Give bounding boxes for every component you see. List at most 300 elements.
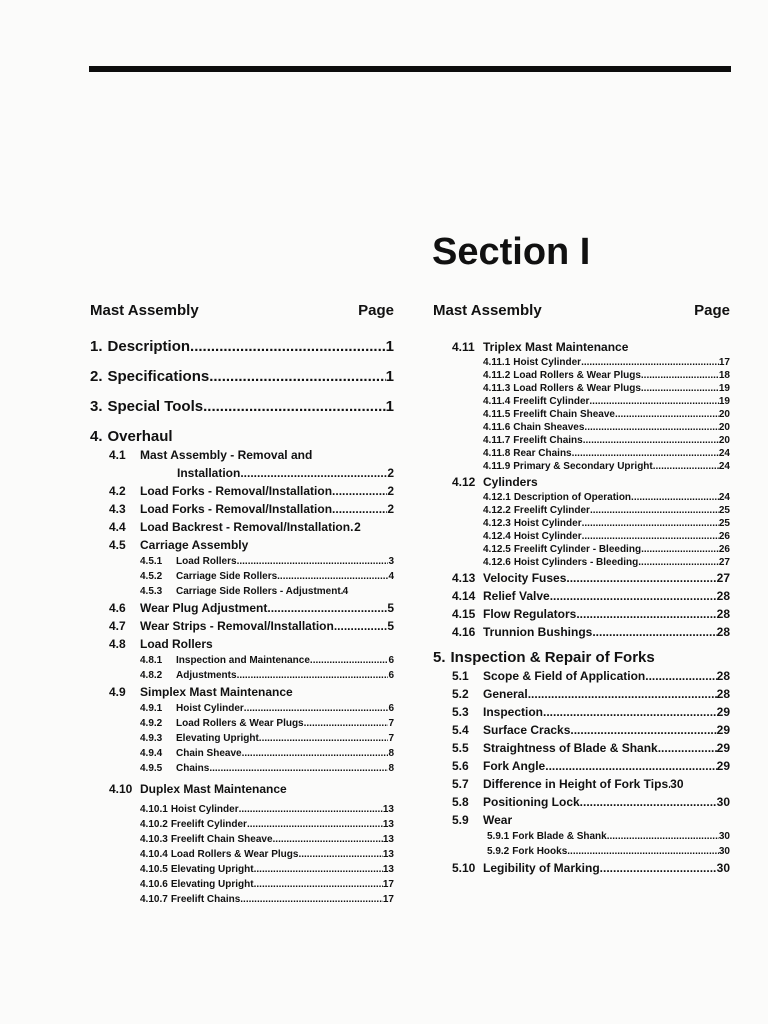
toc-title: Installation (177, 466, 241, 480)
toc-page: 28 (716, 687, 730, 701)
toc-number: 5.3 (452, 705, 469, 719)
dot-leader (528, 685, 717, 703)
toc-entry[interactable] (90, 802, 394, 817)
toc-left-column (90, 302, 394, 907)
dot-leader (203, 398, 386, 416)
toc-number: 4.9.4 (140, 748, 163, 759)
toc-number: 4.2 (109, 484, 126, 498)
toc-number: 4.6 (109, 601, 126, 615)
toc-page: 2 (387, 502, 394, 516)
toc-title: Straightness of Blade & Shank (483, 741, 658, 755)
toc-number: 5.2 (452, 687, 469, 701)
toc-title: Special Tools (107, 398, 204, 415)
dot-leader (582, 517, 719, 530)
toc-number: 4.3 (109, 502, 126, 516)
toc-entry[interactable] (433, 460, 730, 473)
toc-entry[interactable] (433, 569, 730, 587)
column-heading: Mast Assembly (90, 302, 199, 319)
toc-title: Positioning Lock (483, 795, 580, 809)
toc-title: Chain Sheaves (513, 422, 585, 433)
toc-number: 4.8.1 (140, 655, 163, 666)
toc-page: 6 (388, 670, 394, 681)
toc-page: 17 (382, 894, 394, 905)
toc-number: 5.10 (452, 861, 476, 875)
toc-title: Duplex Mast Maintenance (140, 782, 287, 796)
toc-page: 29 (716, 741, 730, 755)
toc-page: 13 (382, 864, 394, 875)
dot-leader (277, 569, 388, 584)
toc-entry[interactable] (433, 829, 730, 844)
toc-entry[interactable] (90, 668, 394, 683)
toc-entry[interactable] (433, 338, 730, 356)
toc-number: 4.14 (452, 589, 476, 603)
toc-title: Fork Angle (483, 759, 546, 773)
toc-number: 1. (90, 338, 103, 355)
toc-title: Overhaul (107, 428, 173, 445)
toc-title: Relief Valve (483, 589, 550, 603)
toc-entry[interactable] (90, 554, 394, 569)
toc-title: Inspection & Repair of Forks (450, 649, 655, 666)
toc-entry[interactable] (433, 775, 730, 793)
toc-title: Scope & Field of Application (483, 669, 646, 683)
toc-entry[interactable] (433, 667, 730, 685)
dot-leader (607, 829, 719, 844)
dot-leader (566, 569, 716, 587)
toc-page: 30 (716, 795, 730, 809)
toc-page: 8 (388, 763, 394, 774)
toc-title: Description (107, 338, 191, 355)
toc-number: 4.7 (109, 619, 126, 633)
toc-title: Load Rollers & Wear Plugs (170, 849, 299, 860)
toc-page: 27 (716, 571, 730, 585)
toc-number: 4.12.5 (483, 544, 511, 555)
toc-number: 4.12.2 (483, 505, 511, 516)
toc-title: Specifications (107, 368, 210, 385)
dot-leader (631, 491, 719, 504)
toc-number: 4.12 (452, 475, 476, 489)
toc-number: 4.12.6 (483, 557, 511, 568)
toc-page: 28 (716, 607, 730, 621)
toc-entry[interactable] (433, 543, 730, 556)
dot-leader (583, 434, 719, 447)
toc-title: Chains (176, 763, 210, 774)
dot-leader (589, 395, 718, 408)
dot-leader (638, 556, 719, 569)
toc-title: Inspection (483, 705, 544, 719)
dot-leader (332, 482, 387, 500)
toc-entry[interactable] (433, 623, 730, 641)
toc-page: 4 (342, 586, 349, 597)
dot-leader (209, 368, 385, 386)
dot-leader (592, 623, 716, 641)
toc-title: Load Rollers & Wear Plugs (513, 370, 641, 381)
toc-right-column (433, 302, 730, 877)
toc-page: 29 (716, 723, 730, 737)
toc-entry[interactable] (433, 530, 730, 543)
toc-column-header (433, 302, 730, 320)
toc-entry[interactable] (90, 892, 394, 907)
toc-entry[interactable] (433, 434, 730, 447)
dot-leader (298, 847, 382, 862)
toc-title: Primary & Secondary Upright (513, 461, 653, 472)
toc-entry[interactable] (433, 859, 730, 877)
toc-number: 5.6 (452, 759, 469, 773)
toc-entry[interactable] (433, 844, 730, 859)
toc-page: 20 (718, 409, 730, 420)
toc-title: Freelift Cylinder (513, 505, 590, 516)
toc-page: 13 (382, 834, 394, 845)
dot-leader (190, 338, 386, 356)
column-heading: Mast Assembly (433, 302, 542, 319)
toc-title: Load Forks - Removal/Installation (140, 484, 333, 498)
toc-number: 4.11.9 (483, 461, 511, 472)
toc-title: Elevating Upright (176, 733, 259, 744)
toc-number: 5.1 (452, 669, 469, 683)
dot-leader (653, 460, 719, 473)
toc-title: Wear Strips - Removal/Installation (140, 619, 334, 633)
toc-page: 29 (716, 705, 730, 719)
dot-leader (242, 746, 389, 761)
toc-entry[interactable] (90, 683, 394, 701)
toc-number: 4. (90, 428, 103, 445)
toc-entry[interactable] (433, 649, 730, 667)
dot-leader (615, 408, 719, 421)
toc-entry[interactable] (90, 536, 394, 554)
toc-number: 4.8.2 (140, 670, 163, 681)
toc-number: 4.5.1 (140, 556, 163, 567)
toc-title: Load Rollers (176, 556, 237, 567)
toc-number: 4.16 (452, 625, 476, 639)
toc-entry[interactable] (433, 395, 730, 408)
toc-entry[interactable] (90, 701, 394, 716)
dot-leader (273, 832, 383, 847)
toc-page: 30 (718, 831, 730, 842)
toc-entry[interactable] (90, 761, 394, 776)
toc-number: 4.11.2 (483, 370, 511, 381)
toc-entry[interactable] (90, 862, 394, 877)
toc-page: 24 (718, 492, 730, 503)
dot-leader (641, 543, 719, 556)
toc-number: 4.5.3 (140, 586, 163, 597)
toc-number: 4.10.2 (140, 819, 168, 830)
toc-page: 13 (382, 804, 394, 815)
toc-page: 7 (388, 718, 394, 729)
toc-number: 4.11.1 (483, 357, 511, 368)
toc-entry[interactable] (433, 757, 730, 775)
toc-entry[interactable] (90, 482, 394, 500)
toc-entry[interactable] (433, 517, 730, 530)
toc-title: Surface Cracks (483, 723, 571, 737)
toc-page: 2 (354, 520, 361, 534)
toc-page: 4 (388, 571, 394, 582)
toc-page: 25 (718, 505, 730, 516)
dot-leader (545, 757, 716, 775)
toc-number: 4.5.2 (140, 571, 163, 582)
toc-page: 1 (385, 338, 394, 355)
toc-entry[interactable] (90, 877, 394, 892)
toc-entry[interactable] (90, 584, 394, 599)
toc-page: 5 (387, 601, 394, 615)
toc-number: 2. (90, 368, 103, 385)
toc-title: Elevating Upright (170, 864, 254, 875)
toc-entry[interactable] (433, 504, 730, 517)
dot-leader (259, 731, 389, 746)
dot-leader (240, 464, 387, 482)
toc-page: 28 (716, 589, 730, 603)
dot-leader (550, 587, 717, 605)
page-column-label: Page (358, 302, 394, 319)
dot-leader (237, 668, 389, 683)
toc-page: 7 (388, 733, 394, 744)
toc-number: 4.10 (109, 782, 133, 796)
toc-number: 4.5 (109, 538, 126, 552)
dot-leader (570, 721, 716, 739)
toc-page: 26 (718, 531, 730, 542)
toc-page: 6 (388, 703, 394, 714)
toc-entry[interactable] (90, 500, 394, 518)
toc-number: 4.13 (452, 571, 476, 585)
toc-number: 4.11.4 (483, 396, 511, 407)
toc-page: 2 (387, 466, 394, 480)
dot-leader (641, 369, 719, 382)
dot-leader (244, 701, 389, 716)
toc-entry[interactable] (90, 635, 394, 653)
toc-number: 4.11.6 (483, 422, 511, 433)
page-column-label: Page (694, 302, 730, 319)
toc-entry[interactable] (433, 587, 730, 605)
toc-title: Cylinders (483, 475, 538, 489)
toc-title: Load Rollers (140, 637, 213, 651)
toc-entry[interactable] (90, 446, 394, 464)
toc-title: Freelift Cylinder - Bleeding (513, 544, 642, 555)
toc-page: 17 (382, 879, 394, 890)
toc-title: Difference in Height of Fork Tips (483, 777, 669, 791)
toc-entry[interactable] (90, 338, 394, 356)
toc-page: 6 (388, 655, 394, 666)
dot-leader (590, 504, 719, 517)
toc-title: Hoist Cylinder (170, 804, 239, 815)
toc-entry[interactable] (90, 599, 394, 617)
toc-page: 29 (716, 759, 730, 773)
dot-leader (267, 599, 387, 617)
dot-leader (580, 793, 717, 811)
toc-entry[interactable] (90, 368, 394, 386)
toc-number: 5. (433, 649, 446, 666)
toc-entry-continuation[interactable] (90, 464, 394, 482)
toc-entry[interactable] (90, 731, 394, 746)
toc-entry[interactable] (433, 793, 730, 811)
toc-title: Carriage Side Rollers (176, 571, 278, 582)
toc-entry[interactable] (90, 716, 394, 731)
dot-leader (237, 554, 389, 569)
toc-title: Velocity Fuses (483, 571, 567, 585)
dot-leader (254, 877, 383, 892)
toc-number: 4.1 (109, 448, 126, 462)
dot-leader (576, 605, 716, 623)
toc-page: 13 (382, 849, 394, 860)
toc-entry[interactable] (433, 369, 730, 382)
toc-page: 28 (716, 669, 730, 683)
toc-number: 4.4 (109, 520, 126, 534)
toc-title: Load Backrest - Removal/Installation (140, 520, 351, 534)
toc-number: 4.15 (452, 607, 476, 621)
toc-title: Trunnion Bushings (483, 625, 593, 639)
toc-number: 4.9.5 (140, 763, 163, 774)
toc-entry[interactable] (90, 617, 394, 635)
toc-title: Simplex Mast Maintenance (140, 685, 293, 699)
toc-entry[interactable] (90, 847, 394, 862)
toc-entry[interactable] (433, 605, 730, 623)
toc-page: 28 (716, 625, 730, 639)
toc-page: 30 (716, 861, 730, 875)
toc-page: 17 (718, 357, 730, 368)
toc-entry[interactable] (433, 739, 730, 757)
toc-number: 4.12.3 (483, 518, 511, 529)
toc-entry[interactable] (433, 473, 730, 491)
dot-leader (304, 716, 389, 731)
toc-title: Carriage Side Rollers - Adjustment (176, 586, 341, 597)
toc-page: 1 (385, 398, 394, 415)
toc-page: 8 (388, 748, 394, 759)
top-rule (89, 66, 731, 72)
toc-entry[interactable] (433, 721, 730, 739)
dot-leader (543, 703, 717, 721)
toc-number: 4.11.5 (483, 409, 511, 420)
toc-entry[interactable] (433, 408, 730, 421)
toc-number: 4.9 (109, 685, 126, 699)
toc-entry[interactable] (90, 398, 394, 416)
toc-title: Hoist Cylinder (176, 703, 244, 714)
toc-number: 5.9.2 (487, 846, 510, 857)
toc-entry[interactable] (90, 817, 394, 832)
dot-leader (334, 617, 387, 635)
toc-title: Elevating Upright (170, 879, 254, 890)
toc-title: Freelift Chain Sheave (170, 834, 273, 845)
toc-number: 4.9.3 (140, 733, 163, 744)
toc-entry[interactable] (433, 811, 730, 829)
toc-title: Wear (483, 813, 513, 827)
toc-number: 3. (90, 398, 103, 415)
toc-number: 4.10.4 (140, 849, 168, 860)
dot-leader (310, 653, 389, 668)
toc-number: 5.9 (452, 813, 469, 827)
toc-entry[interactable] (90, 746, 394, 761)
toc-title: Hoist Cylinders - Bleeding (513, 557, 639, 568)
toc-number: 4.11 (452, 340, 475, 354)
toc-number: 4.10.7 (140, 894, 168, 905)
toc-entry[interactable] (433, 703, 730, 721)
section-title: Section I (432, 231, 591, 273)
toc-page: 13 (382, 819, 394, 830)
dot-leader (332, 500, 387, 518)
dot-leader (582, 530, 719, 543)
toc-number: 4.9.1 (140, 703, 163, 714)
toc-title: Chain Sheave (176, 748, 242, 759)
toc-number: 4.11.7 (483, 435, 511, 446)
toc-number: 4.12.1 (483, 492, 511, 503)
toc-page: 20 (718, 422, 730, 433)
dot-leader (600, 859, 717, 877)
toc-number: 4.10.3 (140, 834, 168, 845)
toc-title: Wear Plug Adjustment (140, 601, 268, 615)
toc-entry[interactable] (90, 780, 394, 798)
toc-title: Load Forks - Removal/Installation (140, 502, 333, 516)
toc-page: 18 (718, 370, 730, 381)
toc-title: Adjustments (176, 670, 237, 681)
toc-entry[interactable] (433, 382, 730, 395)
toc-title: Legibility of Marking (483, 861, 600, 875)
toc-title: Hoist Cylinder (513, 531, 582, 542)
toc-entry[interactable] (433, 556, 730, 569)
toc-entry[interactable] (90, 428, 394, 446)
toc-number: 4.10.1 (140, 804, 168, 815)
toc-entry[interactable] (90, 569, 394, 584)
toc-page: 30 (718, 846, 730, 857)
toc-number: 4.11.3 (483, 383, 511, 394)
toc-number: 4.11.8 (483, 448, 511, 459)
toc-title: Inspection and Maintenance (176, 655, 310, 666)
toc-entry[interactable] (433, 356, 730, 369)
toc-page: 24 (718, 448, 730, 459)
dot-leader (584, 421, 718, 434)
toc-title: Description of Operation (513, 492, 632, 503)
toc-number: 5.8 (452, 795, 469, 809)
toc-title: Load Rollers & Wear Plugs (513, 383, 641, 394)
toc-title: General (483, 687, 528, 701)
toc-title: Rear Chains (513, 448, 572, 459)
toc-number: 4.12.4 (483, 531, 511, 542)
toc-title: Freelift Chains (170, 894, 241, 905)
toc-page: 20 (718, 435, 730, 446)
toc-number: 4.9.2 (140, 718, 163, 729)
toc-entry[interactable] (90, 653, 394, 668)
toc-entry[interactable] (433, 491, 730, 504)
toc-page: 26 (718, 544, 730, 555)
toc-page: 19 (718, 396, 730, 407)
dot-leader (658, 739, 717, 757)
dot-leader (239, 802, 383, 817)
toc-title: Flow Regulators (483, 607, 577, 621)
toc-title: Carriage Assembly (140, 538, 249, 552)
toc-entry[interactable] (90, 518, 394, 536)
dot-leader (581, 356, 719, 369)
toc-number: 5.5 (452, 741, 469, 755)
toc-entry[interactable] (433, 447, 730, 460)
toc-page: 1 (385, 368, 394, 385)
toc-title: Freelift Chains (513, 435, 583, 446)
toc-number: 5.9.1 (487, 831, 510, 842)
toc-page: 5 (387, 619, 394, 633)
toc-title: Hoist Cylinder (513, 357, 582, 368)
toc-entry[interactable] (433, 421, 730, 434)
toc-title: Triplex Mast Maintenance (483, 340, 629, 354)
toc-title: Mast Assembly - Removal and (140, 448, 313, 462)
dot-leader (240, 892, 383, 907)
dot-leader (209, 761, 388, 776)
toc-page: 2 (387, 484, 394, 498)
toc-entry[interactable] (433, 685, 730, 703)
toc-number: 5.7 (452, 777, 469, 791)
toc-entry[interactable] (90, 832, 394, 847)
toc-title: Fork Hooks (512, 846, 568, 857)
dot-leader (567, 844, 719, 859)
toc-title: Fork Blade & Shank (512, 831, 607, 842)
toc-page: 30 (670, 777, 684, 791)
toc-title: Hoist Cylinder (513, 518, 582, 529)
dot-leader (247, 817, 383, 832)
toc-page: 25 (718, 518, 730, 529)
dot-leader (645, 667, 716, 685)
